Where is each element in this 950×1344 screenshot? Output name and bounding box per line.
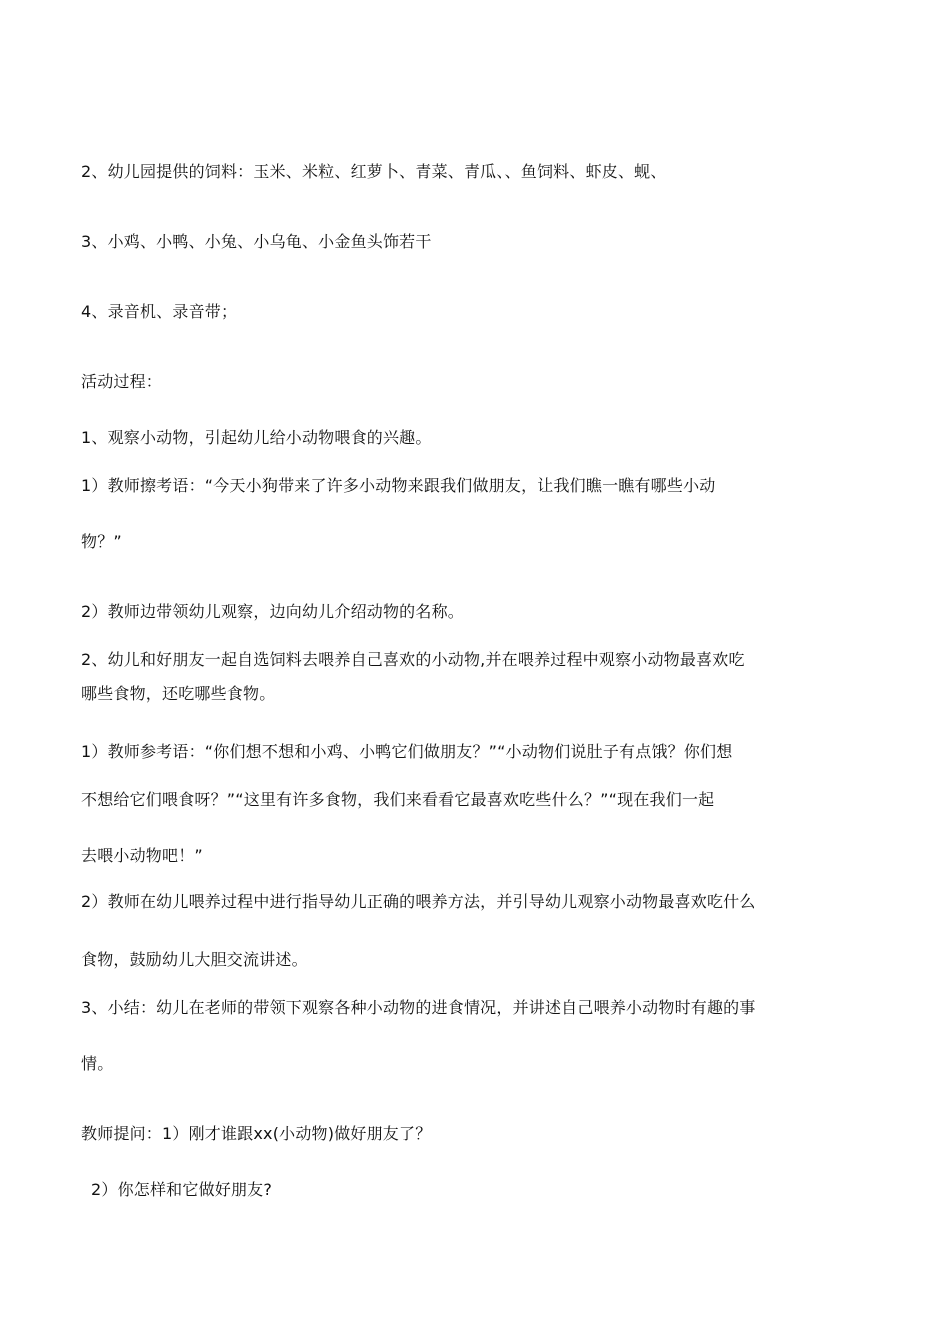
section-heading-activity-process: 活动过程： (81, 372, 163, 391)
text-line-step-2-1: 1）教师参考语：“你们想不想和小鸡、小鸭它们做朋友？”“小动物们说肚子有点饿？你们想 (81, 742, 733, 761)
text-line-step-2-2: 2）教师在幼儿喂养过程中进行指导幼儿正确的喂养方法，并引导幼儿观察小动物最喜欢吃什么 (81, 892, 756, 911)
text-line-step-2-cont: 哪些食物，还吃哪些食物。 (81, 684, 276, 703)
text-line-step-2-1-cont: 不想给它们喂食呀？”“这里有许多食物，我们来看看它最喜欢吃些什么？”“现在我们一起 (81, 790, 715, 809)
text-line-step-3: 3、小结：幼儿在老师的带领下观察各种小动物的进食情况，并讲述自己喂养小动物时有趣的事 (81, 998, 756, 1017)
text-line-step-1: 1、观察小动物，引起幼儿给小动物喂食的兴趣。 (81, 428, 432, 447)
text-line-step-2: 2、幼儿和好朋友一起自选饲料去喂养自己喜欢的小动物,并在喂养过程中观察小动物最喜欢吃 (81, 650, 745, 669)
text-line-step-1-1-cont: 物？” (81, 532, 122, 551)
text-line-recorder: 4、录音机、录音带； (81, 302, 238, 321)
text-line-teacher-question-2: 2）你怎样和它做好朋友? (91, 1180, 273, 1199)
text-line-step-1-2: 2）教师边带领幼儿观察，边向幼儿介绍动物的名称。 (81, 602, 464, 621)
text-line-teacher-question: 教师提问：1）刚才谁跟xx(小动物)做好朋友了？ (81, 1124, 432, 1143)
text-line-step-3-cont: 情。 (81, 1054, 114, 1073)
text-line-step-2-2-cont: 食物，鼓励幼儿大胆交流讲述。 (81, 950, 308, 969)
text-line-feed-list: 2、幼儿园提供的饲料：玉米、米粒、红萝卜、青菜、青瓜、、鱼饲料、虾皮、蚬、 (81, 162, 667, 181)
text-line-headwear: 3、小鸡、小鸭、小兔、小乌龟、小金鱼头饰若干 (81, 232, 432, 251)
text-line-step-1-1: 1）教师擦考语：“今天小狗带来了许多小动物来跟我们做朋友，让我们瞧一瞧有哪些小动 (81, 476, 716, 495)
text-line-step-2-1-end: 去喂小动物吧！” (81, 846, 203, 865)
